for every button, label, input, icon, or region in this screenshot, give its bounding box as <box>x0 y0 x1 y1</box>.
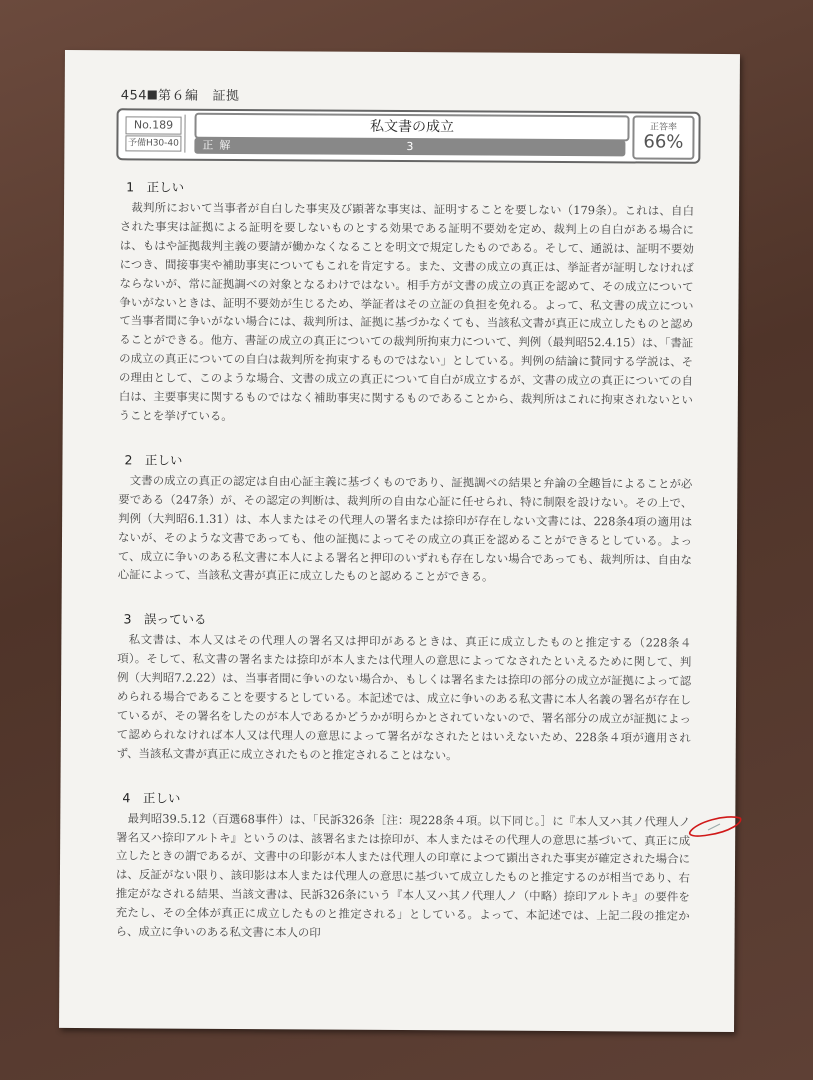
section-2 <box>118 451 693 588</box>
document-page <box>59 50 740 1032</box>
answer-bar <box>194 138 625 157</box>
section-text: 裁判所において当事者が自白した事実及び顕著な事実は、証明することを要しない（179条）。これは、自白された事実は証拠による証明を要しないものとする効果である証明不要効を定め、裁判上の自白がある場合には、もはや証拠裁判主義の要請が働かなくなることを明文で規定したものである。そして、通説は、証明不要効につき、間接事実や補助事実についてもこれを肯定する。また、文書の成立の真正は、挙証者が証明しなければならないが、常に証拠調べの対象となるわけではない。相手方が文書の成立の真正を認めて、その成立について争いがないときは、証明不要効が生じるため、挙証者はその立証の負担を免れる。よって、私文書の成立について当事者間に争いがない場合には、裁判所は、証拠に基づかなくても、当該私文書が真正に成立したものと認めることができる。他方、書証の成立の真正についての裁判所拘束力について、判例（最判昭52.4.15）は、「書証の成立の真正についての自白は裁判所を拘束するものではない」としている。判例の結論に賛同する学説は、その理由として、このような場合、文書の成立の真正について自白が成立するが、文書の成立の真正についての自白は、主要事実に関するものではなく補助事実に関するものであることから、裁判所はこれに拘束されないということを挙げている。 <box>118 200 695 423</box>
answer-label: 正解 <box>202 138 237 152</box>
correct-rate-label: 正答率 <box>649 122 678 133</box>
section-heading: 3 誤っている <box>123 611 207 628</box>
running-header <box>121 84 240 104</box>
explanation-body <box>115 178 694 970</box>
section-heading: 2 正しい <box>124 452 183 468</box>
part-label: 第６編 <box>157 88 199 104</box>
section-text: 最判昭39.5.12（百選68事件）は、「民訴326条［注：現228条４項。以下同じ。］に『本人又ハ其ノ代理人ノ署名又ハ捺印アルトキ』というのは、該署名または捺印が、本人またはその代理人の意思に基づいて、真正に成立したときの謂であるが、文書中の印影が本人または代理人の印章によつて顕出された事実が確定された場合には、反証がない限り、該印影は本人または代理人の意思に基づいて成立したものと推定するのが相当であり、右推定がなされる結果、当該文書は、民訴326条にいう『本人又ハ其ノ代理人ノ（中略）捺印アルトキ』の要件を充たし、その全体が真正に成立したものと推定される」としている。よって、本記述では、上記二段の推定から、成立に争いのある私文書に本人の印 <box>115 811 691 940</box>
section-heading: 1 正しい <box>126 179 185 195</box>
correct-rate-value: 66% <box>643 131 684 153</box>
page-number: 454 <box>120 88 148 104</box>
question-number: No.189 <box>125 116 181 134</box>
section-text: 文書の成立の真正の認定は自由心証主義に基づくものであり、証拠調べの結果と弁論の全趣旨によることが必要である（247条）が、その認定の判断は、裁判所の自由な心証に任せられ、特に制限を設けない。その上で、判例（大判昭6.1.31）は、本人またはその代理人の署名または捺印が存在しない文書には、228条4項の適用はないが、そのような文書であっても、他の証拠によってその成立の真正を認めることができるとしている。よって、成立に争いのある私文書に本人による署名と押印のいずれも存在しない場合であっても、裁判所は、自由な心証によって、当該私文書が真正に成立したものと認めることができる。 <box>117 473 693 584</box>
section-heading: 4 正しい <box>122 789 181 806</box>
section-4 <box>116 789 691 945</box>
chapter-label: 証拠 <box>212 88 240 105</box>
section-3 <box>117 611 692 767</box>
answer-value: 3 <box>406 140 414 154</box>
question-source: 予備H30-40 <box>125 135 181 151</box>
square-bullet-icon <box>148 90 157 99</box>
section-text: 私文書は、本人又はその代理人の署名又は押印があるときは、真正に成立したものと推定する（228条４項）。そして、私文書の署名または捺印が本人または代理人の意思によってなされたといえるために関して、判例（大判昭7.2.22）は、当事者間に争いのない場合か、もしくは署名または捺印の部分の成立が証拠によって認められる場合であることを要するとしている。本記述では、成立に争いのある私文書に本人名義の署名が存在しているが、その署名をしたのが本人であるかどうかが明らかとされていないので、署名部分の成立が証拠によって認められなければ本人又は代理人の意思によって署名がなされたとはいえないため、228条４項が適用されず、当該私文書が真正に成立されたものと推定されることはない。 <box>116 632 692 763</box>
correct-rate-box <box>632 115 694 159</box>
question-id-block <box>122 114 185 152</box>
question-header-box <box>116 108 700 164</box>
red-circle-annotation <box>686 812 744 838</box>
question-title: 私文書の成立 <box>194 113 629 142</box>
section-1 <box>119 178 694 428</box>
